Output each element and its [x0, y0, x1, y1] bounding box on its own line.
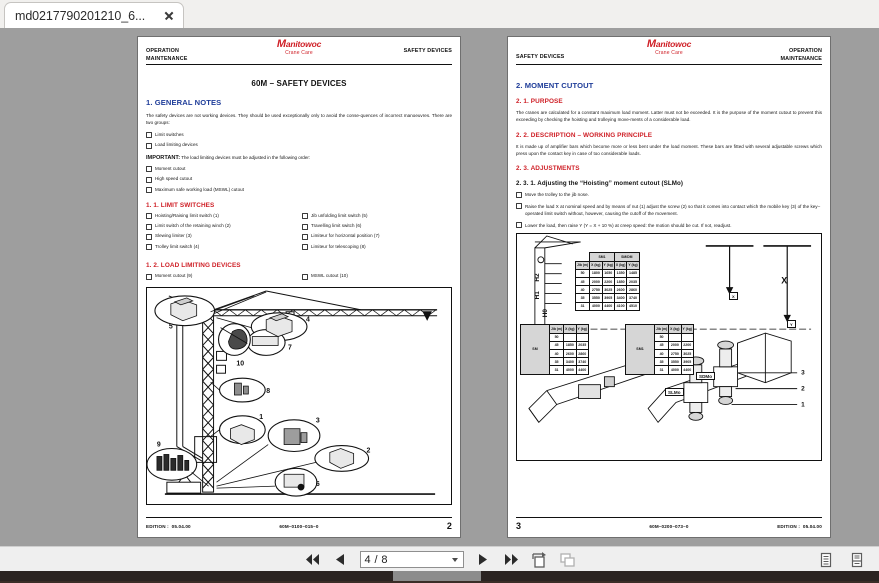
- svg-text:8: 8: [266, 388, 271, 396]
- single-page-view-icon[interactable]: [817, 551, 834, 568]
- close-icon[interactable]: [161, 8, 177, 24]
- svg-text:10: 10: [236, 360, 245, 368]
- tab-strip: [0, 0, 879, 29]
- table-row: 35 3550 3905: [626, 358, 694, 366]
- list-item: Limit switches: [146, 132, 452, 139]
- svg-text:H1: H1: [533, 291, 541, 300]
- header-divider: [516, 64, 822, 65]
- table-row: 45 1850 2035: [521, 341, 589, 349]
- footer-divider: [146, 517, 452, 518]
- footer-code: 60M–0100–015–0: [279, 523, 319, 529]
- table-row: 35 3550 3905 3400 3740: [576, 294, 640, 302]
- svg-text:1: 1: [801, 401, 805, 409]
- label-y-box: Y: [787, 320, 796, 328]
- general-notes-paragraph: The safety devices are not working devices. They should be used exceptionally only to avoid the conse-quences of incorrect manoeuvres. There are two groups:: [146, 113, 452, 126]
- svg-text:2: 2: [801, 385, 805, 393]
- table-row: 50 1800 1650 1350 1485: [576, 269, 640, 277]
- table-row: 35 3400 3740: [521, 358, 589, 366]
- svg-text:2: 2: [366, 447, 371, 455]
- last-page-icon[interactable]: [503, 551, 520, 568]
- table-sm1: [625, 324, 694, 374]
- list-item: Moment cutout (9): [146, 273, 296, 280]
- label-slmo-box: SLMo: [665, 388, 684, 396]
- list-item: Limiteur for horizontal position (7): [302, 233, 452, 240]
- heading-adjustments: 2. 3. ADJUSTMENTS: [516, 165, 580, 173]
- heading-moment-cutout: 2. MOMENT CUTOUT: [516, 81, 594, 90]
- document-tab[interactable]: [4, 2, 184, 28]
- svg-text:6: 6: [315, 481, 320, 489]
- list-item: Lower the load, then raise Y (Y = X + 10 %) at creep speed: the motion should be cut. If not, readjust.: [516, 222, 822, 229]
- table-row: 31 4000 4400: [521, 366, 589, 374]
- load-limiting-columns: [146, 273, 452, 283]
- table-row: 31 4000 4400: [626, 366, 694, 374]
- document-viewport[interactable]: [0, 28, 879, 546]
- crane-diagram-figure: [146, 287, 452, 505]
- svg-text:H2: H2: [533, 273, 541, 282]
- list-item: Moment cutout: [146, 166, 452, 173]
- table-column-header: X (kg): [564, 325, 576, 333]
- svg-text:4: 4: [305, 317, 310, 325]
- description-paragraph: It is made up of amplifier bars which become more or less bent under the load moment. These bars are fitted with several adjustable screws which press upon the contact key in case of too considerable loads.: [516, 143, 822, 156]
- list-item: Travelling limit switch (6): [302, 223, 452, 230]
- purpose-paragraph: The cranes are calculated for a constant maximum load moment. Latter must not be exceeded. It is the purpose of the moment cutout to prevent this exceeding by checking the hoisting and trolleying move-ments of a considerable load.: [516, 110, 822, 123]
- table-column-header: X (kg): [669, 325, 681, 333]
- footer-divider: [516, 517, 822, 518]
- load-limiting-right-list: [302, 273, 452, 280]
- important-note: [146, 155, 452, 161]
- header-safety-devices: SAFETY DEVICES: [516, 54, 565, 60]
- list-item: Jib unfolding limit switch (5): [302, 213, 452, 220]
- list-item: Limit switch of the retaining winch (2): [146, 223, 296, 230]
- svg-text:X: X: [781, 275, 788, 286]
- table-column-header: Jib (m): [550, 325, 564, 333]
- limit-switches-columns: [146, 213, 452, 254]
- important-text: The load limiting devices must be adjusted in the following order:: [180, 154, 311, 160]
- table-sm-label: SM: [521, 325, 550, 374]
- table-row: 50: [626, 333, 694, 341]
- moment-cutout-main-table: [575, 252, 640, 310]
- viewer-toolbar: [0, 546, 879, 572]
- table-column-header: X (kg): [590, 261, 602, 269]
- table-row: 31 4000 4400 4100 4510: [576, 302, 640, 310]
- page-right: [507, 36, 831, 538]
- table-column-header: Y (kg): [681, 325, 693, 333]
- list-item: High speed cutout: [146, 176, 452, 183]
- next-page-icon[interactable]: [475, 551, 492, 568]
- table-column-header: Y (kg): [627, 261, 639, 269]
- page-footer-right: [516, 517, 822, 531]
- chevron-down-icon[interactable]: [452, 558, 458, 562]
- table-row: 40 2600 2860: [521, 349, 589, 357]
- header-divider: [146, 64, 452, 65]
- table-column-header: X (kg): [614, 261, 626, 269]
- heading-adjusting-hoisting: 2. 3. 1. Adjusting the “Hoisting” moment cutout (SLMo): [516, 180, 684, 188]
- continuous-view-icon[interactable]: [848, 551, 865, 568]
- list-item: Move the trolley to the jib nose.: [516, 191, 822, 198]
- svg-text:3: 3: [801, 370, 805, 378]
- limit-switches-left-list: [146, 213, 296, 251]
- table-row: 50: [521, 333, 589, 341]
- heading-load-limiting-devices: 1. 2. LOAD LIMITING DEVICES: [146, 262, 241, 270]
- header-safety-devices: SAFETY DEVICES: [403, 48, 452, 54]
- table-group-header: SM/DM: [614, 253, 639, 261]
- crane-diagram-svg: [147, 288, 451, 504]
- limit-switches-right-list: [302, 213, 452, 251]
- svg-text:7: 7: [288, 344, 292, 352]
- label-x-box: X: [729, 292, 738, 300]
- page-number-input[interactable]: [360, 551, 464, 568]
- fit-page-icon[interactable]: [531, 551, 548, 568]
- footer-edition: EDITION : 05.04.00: [777, 523, 822, 529]
- list-item: Load limiting devices: [146, 142, 452, 149]
- header-operation-maintenance: OPERATION MAINTENANCE: [146, 48, 188, 63]
- table-column-header: Y (kg): [602, 261, 614, 269]
- list-item: Raise the load X at nominal speed and by means of nut (1) adjust the screw (2) so that it comes into contact which the mobile key (3) of the key–operated limit switch without, however, causing the cutoff of the movement.: [516, 203, 822, 217]
- svg-text:5: 5: [168, 324, 173, 331]
- list-item: Hoisting/Raising limit switch (1): [146, 213, 296, 220]
- page-number-value: 4 / 8: [364, 553, 388, 566]
- manitowoc-logo: Manitowoc Crane Care: [276, 38, 322, 56]
- table-column-header: Jib (m): [655, 325, 669, 333]
- heading-purpose: 2. 1. PURPOSE: [516, 98, 563, 105]
- system-taskbar: [0, 571, 879, 583]
- page-footer-left: [146, 517, 452, 531]
- list-item: Maximum safe working load (MSWL) cutout: [146, 187, 452, 194]
- document-tab-label: md0217790201210_6...: [15, 8, 146, 23]
- heading-limit-switches: 1. 1. LIMIT SWITCHES: [146, 201, 215, 209]
- load-limiting-left-list: [146, 273, 296, 280]
- table-column-header: Jib (m): [576, 261, 590, 269]
- footer-edition: EDITION : 05.04.00: [146, 523, 191, 529]
- header-operation-maintenance: OPERATION MAINTENANCE: [780, 48, 822, 63]
- general-notes-list: [146, 132, 452, 149]
- list-item: Trolley limit switch (4): [146, 244, 296, 251]
- page-header-left: [138, 37, 460, 71]
- svg-text:H0: H0: [541, 309, 549, 318]
- footer-code: 60M–0200–073–0: [649, 523, 689, 529]
- page-title: 60M – SAFETY DEVICES: [251, 79, 347, 88]
- svg-text:1: 1: [259, 414, 264, 422]
- footer-page-number: 3: [516, 521, 522, 531]
- table-column-header: Y (kg): [576, 325, 588, 333]
- heading-general-notes: 1. GENERAL NOTES: [146, 98, 222, 107]
- important-label: IMPORTANT:: [146, 154, 181, 161]
- moment-cutout-figure: [516, 233, 822, 461]
- table-sm: [520, 324, 589, 374]
- page-header-right: [508, 37, 830, 71]
- footer-page-number: 2: [446, 521, 452, 531]
- table-row: 45 2000 2200: [626, 341, 694, 349]
- svg-text:9: 9: [156, 441, 161, 449]
- first-page-icon[interactable]: [304, 551, 321, 568]
- list-item: Slewing limiter (3): [146, 233, 296, 240]
- table-group-header: SM1: [590, 253, 615, 261]
- manitowoc-logo: Manitowoc Crane Care: [646, 38, 692, 56]
- adjust-order-list: [146, 166, 452, 194]
- list-item: Limiteur for telescoping (8): [302, 244, 452, 251]
- label-sdmo-box: SDMo: [696, 372, 715, 380]
- fit-width-icon[interactable]: [559, 551, 576, 568]
- table-row: 40 2750 3025 2600 2860: [576, 286, 640, 294]
- previous-page-icon[interactable]: [332, 551, 349, 568]
- table-sm1-label: SM1: [626, 325, 655, 374]
- svg-text:3: 3: [315, 418, 320, 426]
- table-row: 45 2000 2200 1850 2035: [576, 277, 640, 285]
- list-item: MSWL cutout (10): [302, 273, 452, 280]
- adjustment-steps-list: [516, 191, 822, 229]
- heading-description: 2. 2. DESCRIPTION – WORKING PRINCIPLE: [516, 131, 653, 139]
- page-left: [137, 36, 461, 538]
- table-row: 40 2750 3025: [626, 349, 694, 357]
